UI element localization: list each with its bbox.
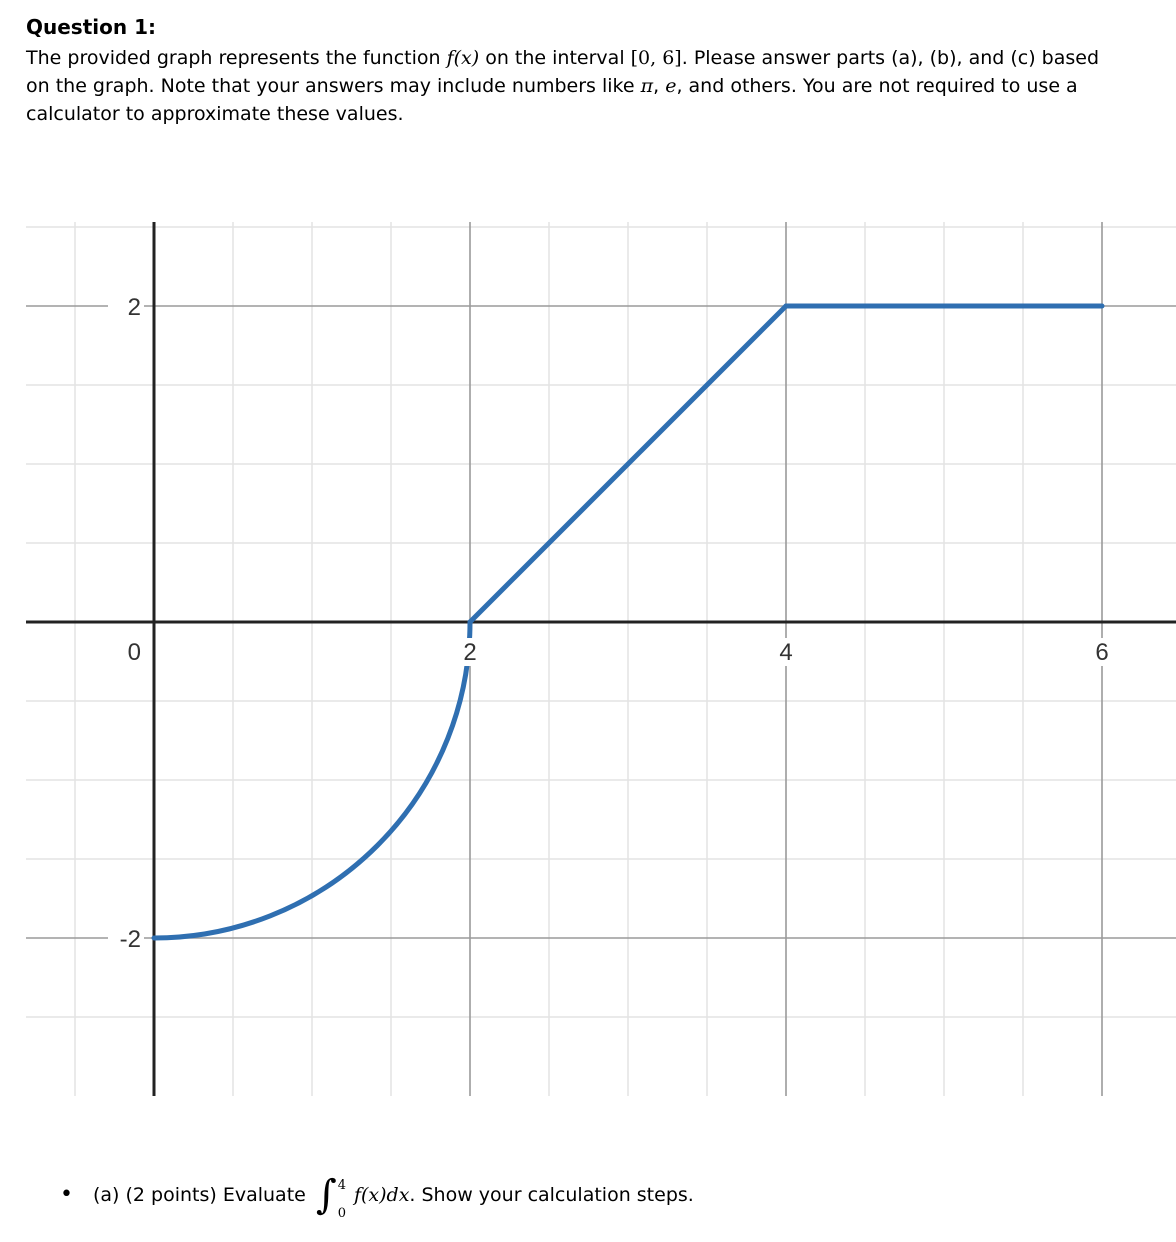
question-block xyxy=(26,14,1126,128)
bullet-icon: • xyxy=(60,1182,73,1207)
pi-symbol: π xyxy=(640,75,654,97)
e-symbol: e xyxy=(665,75,677,97)
part-a-label: (a) (2 points) Evaluate xyxy=(92,1184,306,1206)
major-grid xyxy=(26,222,1176,1096)
question-text xyxy=(26,44,1126,128)
interval-symbol: [0, 6] xyxy=(630,47,682,69)
function-symbol: f(x) xyxy=(446,47,480,69)
comma: , xyxy=(653,75,666,97)
y-tick-label: -2 xyxy=(119,926,141,953)
function-graph xyxy=(0,200,1176,1100)
question-text-1: The provided graph represents the function xyxy=(26,47,447,69)
integral-limits xyxy=(337,1172,346,1221)
question-text-4: , and others. You are not required to use a calculator to approximate these values. xyxy=(26,75,1078,125)
question-title: Question 1: xyxy=(26,15,156,39)
integral-expression xyxy=(315,1172,346,1221)
lower-limit: 0 xyxy=(337,1206,346,1221)
question-text-2: on the interval xyxy=(479,47,631,69)
x-tick-label: 6 xyxy=(1095,639,1109,666)
part-a-tail: . Show your calculation steps. xyxy=(409,1184,694,1206)
minor-grid xyxy=(26,222,1176,1096)
upper-limit: 4 xyxy=(337,1178,346,1193)
question-text-3: . Please answer parts (a), (b), and (c) based on the graph. Note that your answers may include numbers like xyxy=(26,47,1100,97)
integral-sign: ∫ xyxy=(315,1172,337,1218)
y-tick-label: 0 xyxy=(127,639,141,666)
part-a-item xyxy=(60,1172,694,1221)
integrand: f(x)dx xyxy=(353,1184,410,1206)
axes xyxy=(26,222,1176,1096)
y-tick-label: 2 xyxy=(127,294,141,321)
x-tick-label: 4 xyxy=(779,639,793,666)
x-tick-label: 2 xyxy=(463,639,477,666)
